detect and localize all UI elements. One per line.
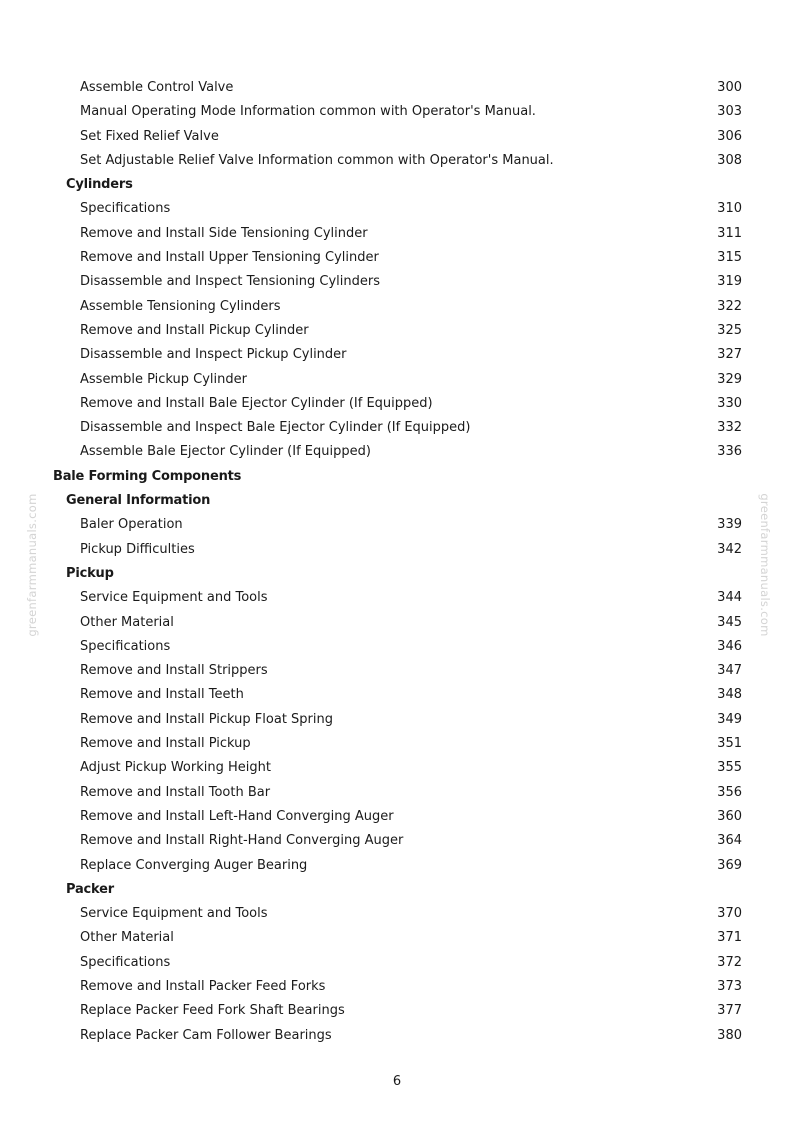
toc-entry[interactable] — [0, 781, 794, 805]
toc-entry-page: 336 — [717, 444, 742, 460]
toc-entry-page: 360 — [717, 808, 742, 824]
toc-entry[interactable] — [0, 222, 794, 246]
toc-entry-page: 371 — [717, 930, 742, 946]
toc-entry-page: 332 — [717, 420, 742, 436]
toc-entry-page: 310 — [717, 201, 742, 217]
toc-entry[interactable] — [0, 659, 794, 683]
toc-entry-title: Remove and Install Bale Ejector Cylinder (If Equipped) — [80, 395, 433, 411]
toc-entry-title: Remove and Install Packer Feed Forks — [80, 978, 326, 994]
toc-entry-page: 329 — [717, 371, 742, 387]
toc-entry-page: 325 — [717, 322, 742, 338]
toc-entry-page: 369 — [717, 857, 742, 873]
toc-entry-page: 339 — [717, 517, 742, 533]
toc-entry-page: 345 — [717, 614, 742, 630]
toc-entry-title: Packer — [66, 881, 114, 897]
toc-entry-title: Baler Operation — [80, 517, 183, 533]
toc-entry-page: 342 — [717, 541, 742, 557]
toc-entry[interactable] — [0, 368, 794, 392]
toc-entry-page: 306 — [717, 128, 742, 144]
toc-entry-title: Set Fixed Relief Valve — [80, 128, 219, 144]
toc-entry-title: Assemble Pickup Cylinder — [80, 371, 247, 387]
toc-entry[interactable] — [0, 197, 794, 221]
toc-entry-title: Replace Packer Feed Fork Shaft Bearings — [80, 1003, 345, 1019]
toc-entry-page: 330 — [717, 395, 742, 411]
toc-entry-title: Bale Forming Components — [53, 468, 242, 484]
toc-entry-page: 311 — [717, 225, 742, 241]
toc-entry-title: General Information — [66, 493, 211, 509]
toc-entry-title: Disassemble and Inspect Tensioning Cylinders — [80, 274, 381, 290]
toc-entry[interactable] — [0, 708, 794, 732]
toc-entry-title: Remove and Install Pickup Float Spring — [80, 711, 333, 727]
toc-entry-page: 348 — [717, 687, 742, 703]
toc-entry-title: Replace Packer Cam Follower Bearings — [80, 1027, 332, 1043]
toc-entry[interactable] — [0, 635, 794, 659]
toc-entry-page: 349 — [717, 711, 742, 727]
toc-entry-page: 372 — [717, 954, 742, 970]
toc-entry-title: Other Material — [80, 614, 174, 630]
toc-entry-page: 315 — [717, 250, 742, 266]
toc-entry[interactable] — [0, 683, 794, 707]
toc-entry-title: Remove and Install Pickup — [80, 736, 251, 752]
toc-entry-page: 327 — [717, 347, 742, 363]
toc-entry[interactable] — [0, 756, 794, 780]
toc-entry-title: Remove and Install Left-Hand Converging Auger — [80, 808, 394, 824]
toc-entry[interactable] — [0, 538, 794, 562]
toc-entry-title: Assemble Control Valve — [80, 80, 234, 95]
toc-entry-title: Remove and Install Pickup Cylinder — [80, 322, 309, 338]
toc-entry[interactable] — [0, 246, 794, 270]
toc-entry-page: 380 — [717, 1027, 742, 1043]
toc-entry[interactable] — [0, 343, 794, 367]
toc-entry[interactable] — [0, 854, 794, 878]
watermark-right: greenfarmmanuals.com — [758, 493, 772, 637]
toc-entry[interactable] — [0, 513, 794, 537]
toc-entry-page: 364 — [717, 833, 742, 849]
toc-entry[interactable] — [0, 926, 794, 950]
toc-entry-page: 347 — [717, 663, 742, 679]
toc-entry[interactable] — [0, 951, 794, 975]
toc-entry-page: 351 — [717, 736, 742, 752]
toc-entry-page: 346 — [717, 638, 742, 654]
toc-entry-title: Remove and Install Side Tensioning Cylinder — [80, 225, 368, 241]
toc-entry-page: 373 — [717, 978, 742, 994]
toc-entry-title: Pickup — [66, 565, 114, 581]
toc-heading — [0, 173, 794, 197]
table-of-contents — [0, 76, 794, 1048]
toc-entry[interactable] — [0, 829, 794, 853]
toc-entry-title: Assemble Bale Ejector Cylinder (If Equipped) — [80, 444, 371, 460]
toc-entry-title: Specifications — [80, 954, 171, 970]
page-number: 6 — [392, 1074, 402, 1089]
toc-entry-title: Manual Operating Mode Information common with Operator's Manual. — [80, 104, 536, 120]
toc-entry-title: Other Material — [80, 930, 174, 946]
toc-entry-page: 370 — [717, 906, 742, 922]
toc-heading — [0, 489, 794, 513]
toc-entry[interactable] — [0, 295, 794, 319]
toc-entry-page: 344 — [717, 590, 742, 606]
toc-entry[interactable] — [0, 416, 794, 440]
toc-entry-title: Set Adjustable Relief Valve Information common with Operator's Manual. — [80, 152, 554, 168]
toc-entry-title: Cylinders — [66, 177, 133, 193]
toc-entry-page: 303 — [717, 104, 742, 120]
toc-entry-page: 322 — [717, 298, 742, 314]
toc-entry-title: Assemble Tensioning Cylinders — [80, 298, 281, 314]
toc-entry-title: Remove and Install Upper Tensioning Cylinder — [80, 250, 379, 266]
toc-entry-title: Remove and Install Right-Hand Converging Auger — [80, 833, 404, 849]
toc-entry-page: 356 — [717, 784, 742, 800]
toc-entry-title: Service Equipment and Tools — [80, 906, 268, 922]
toc-entry[interactable] — [0, 586, 794, 610]
toc-entry[interactable] — [0, 270, 794, 294]
toc-entry[interactable] — [0, 392, 794, 416]
watermark-left: greenfarmmanuals.com — [25, 493, 39, 637]
toc-entry[interactable] — [0, 319, 794, 343]
toc-entry-title: Remove and Install Strippers — [80, 663, 268, 679]
toc-entry[interactable] — [0, 440, 794, 464]
toc-entry[interactable] — [0, 1024, 794, 1048]
toc-entry-title: Remove and Install Teeth — [80, 687, 244, 703]
toc-entry[interactable] — [0, 805, 794, 829]
toc-entry-title: Disassemble and Inspect Pickup Cylinder — [80, 347, 347, 363]
toc-entry-title: Adjust Pickup Working Height — [80, 760, 271, 776]
toc-entry-title: Specifications — [80, 638, 171, 654]
toc-heading — [0, 878, 794, 902]
toc-heading — [0, 465, 794, 489]
toc-entry[interactable] — [0, 76, 794, 100]
toc-entry-title: Disassemble and Inspect Bale Ejector Cylinder (If Equipped) — [80, 420, 471, 436]
toc-entry-page: 355 — [717, 760, 742, 776]
toc-entry[interactable] — [0, 975, 794, 999]
toc-entry[interactable] — [0, 902, 794, 926]
toc-entry[interactable] — [0, 125, 794, 149]
toc-entry[interactable] — [0, 611, 794, 635]
toc-entry-title: Replace Converging Auger Bearing — [80, 857, 308, 873]
toc-entry-title: Remove and Install Tooth Bar — [80, 784, 271, 800]
toc-entry[interactable] — [0, 100, 794, 124]
toc-entry-page: 300 — [717, 80, 742, 95]
toc-entry[interactable] — [0, 149, 794, 173]
toc-entry-page: 308 — [717, 152, 742, 168]
toc-entry[interactable] — [0, 732, 794, 756]
toc-entry-title: Specifications — [80, 201, 171, 217]
toc-entry-page: 377 — [717, 1003, 742, 1019]
toc-entry[interactable] — [0, 999, 794, 1023]
toc-heading — [0, 562, 794, 586]
toc-entry-page: 319 — [717, 274, 742, 290]
toc-entry-title: Pickup Difficulties — [80, 541, 195, 557]
toc-entry-title: Service Equipment and Tools — [80, 590, 268, 606]
